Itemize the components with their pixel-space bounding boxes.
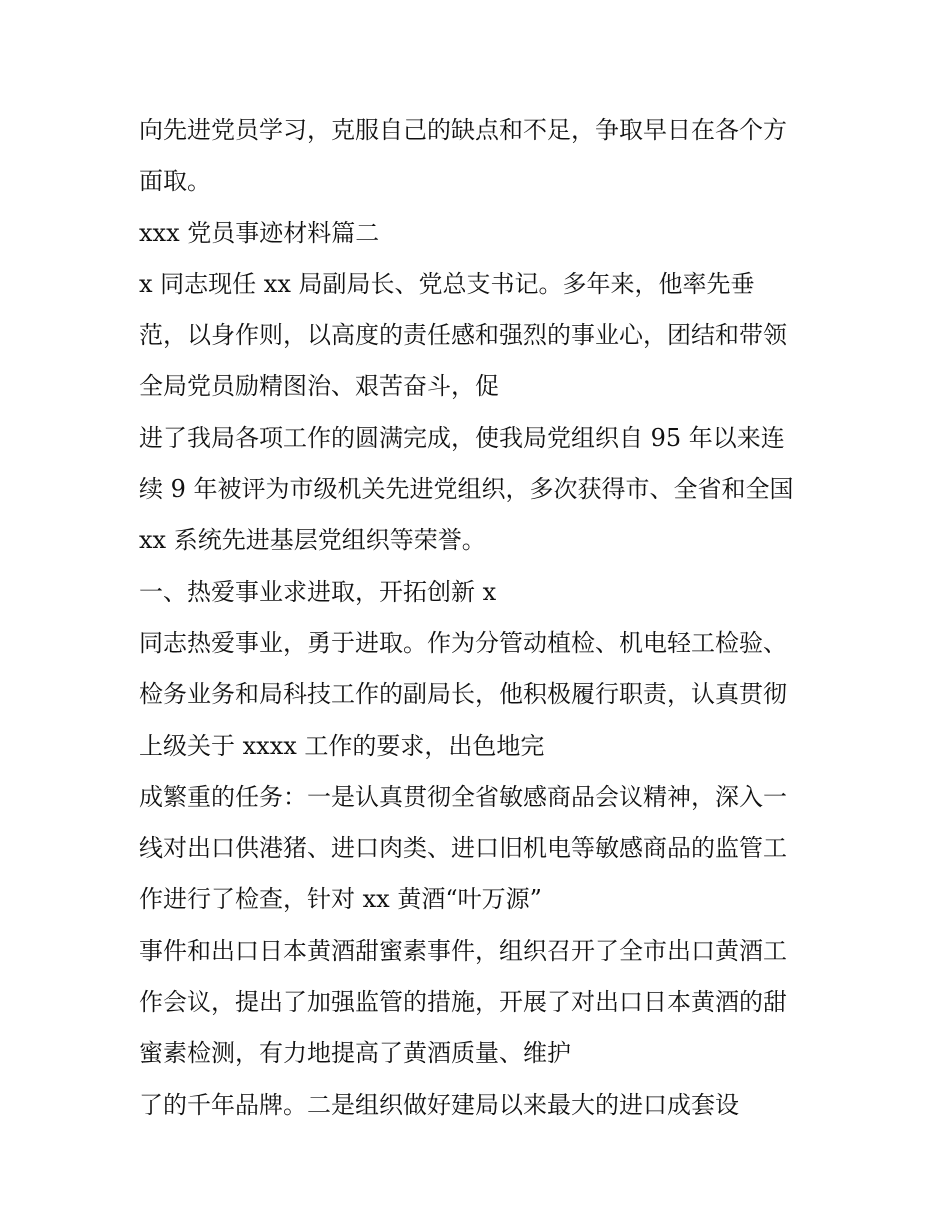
- text-line: 上级关于 xxxx 工作的要求，出色地完: [139, 731, 545, 760]
- text-line: 了的千年品牌。二是组织做好建局以来最大的进口成套设: [139, 1090, 739, 1119]
- text-line: xx 系统先进基层党组织等荣誉。: [139, 526, 486, 555]
- text-line: 事件和出口日本黄酒甜蜜素事件，组织召开了全市出口黄酒工: [139, 936, 787, 965]
- text-line: 面取。: [139, 167, 211, 196]
- text-line: 向先进党员学习，克服自己的缺点和不足，争取早日在各个方: [139, 116, 787, 144]
- section-heading: xxx 党员事迹材料篇二: [139, 218, 380, 247]
- text-line: 作进行了检查，针对 xx 黄酒“叶万源”: [139, 885, 542, 914]
- text-line: 全局党员励精图治、艰苦奋斗，促: [139, 372, 499, 401]
- document-body: [139, 105, 839, 1131]
- text-line: 线对出口供港猪、进口肉类、进口旧机电等敏感商品的监管工: [139, 834, 787, 863]
- text-line: 同志热爱事业，勇于进取。作为分管动植检、机电轻工检验、: [139, 628, 787, 657]
- text-line: 续 9 年被评为市级机关先进党组织，多次获得市、全省和全国: [139, 475, 794, 504]
- text-line: 作会议，提出了加强监管的措施，开展了对出口日本黄酒的甜: [139, 988, 787, 1017]
- text-line: 检务业务和局科技工作的副局长，他积极履行职责，认真贯彻: [139, 680, 787, 709]
- text-line: 蜜素检测，有力地提高了黄酒质量、维护: [139, 1039, 571, 1068]
- text-line: 成繁重的任务：一是认真贯彻全省敏感商品会议精神，深入一: [139, 782, 787, 811]
- text-line: 范，以身作则，以高度的责任感和强烈的事业心，团结和带领: [139, 321, 787, 350]
- subsection-heading: 一、热爱事业求进取，开拓创新 x: [139, 577, 497, 606]
- text-line: 进了我局各项工作的圆满完成，使我局党组织自 95 年以来连: [139, 423, 785, 452]
- text-line: x 同志现任 xx 局副局长、党总支书记。多年来，他率先垂: [139, 269, 755, 298]
